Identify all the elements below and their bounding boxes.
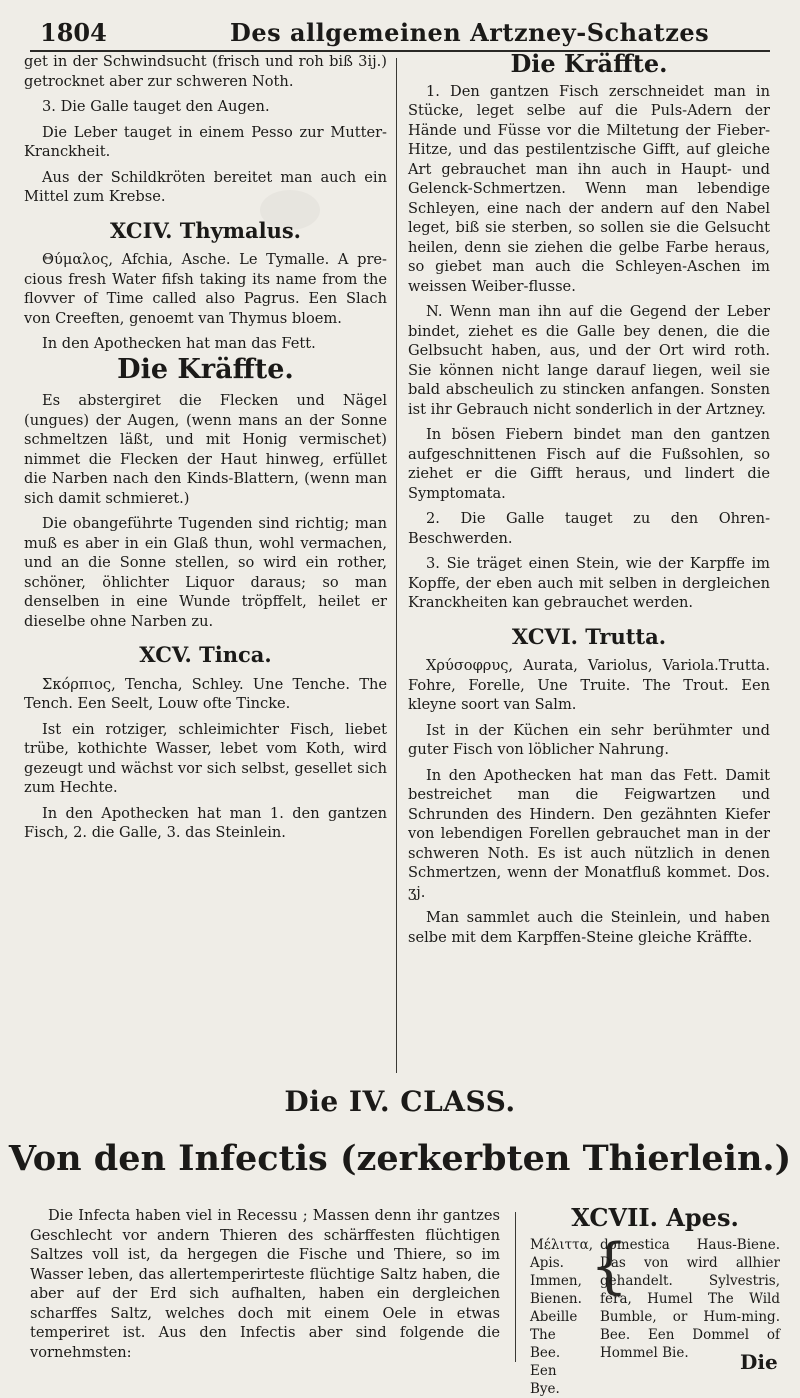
section-heading: XCIV. Thymalus. <box>109 217 301 243</box>
paragraph: Χρύσοφρυς, Aurata, Variolus, Variola.Trutta. Fohre, Forelle, Une Truite. The Trout. Een kleyne soort van Salm. <box>408 657 770 713</box>
paragraph: In den Apothecken hat man das Fett. Damit bestreichet man die Feigwartzen und Schrunden des Hindern. Den gezähnten Kiefer von lebendigen Forellen gebrauchet man in der schweren Noth. Es ist auch nützlich in denen Schmertzen, wenn der Monatfluß kommet. Dos. ʒj. <box>408 766 770 901</box>
class-title: Die IV. CLASS. <box>284 1085 516 1118</box>
section-heading: XCVII. Apes. <box>571 1203 739 1232</box>
paragraph: In den Apothecken hat man 1. den gantzen Fisch, 2. die Galle, 3. das Steinlein. <box>24 804 387 841</box>
paragraph: get in der Schwindsucht (frisch und roh biß 3ij.) getrocknet aber zur schweren Noth. <box>24 53 387 90</box>
column-divider <box>396 58 397 1073</box>
paragraph: Ist in der Küchen ein sehr berühmter und guter Fisch von löblicher Nahrung. <box>408 721 770 758</box>
paragraph: 1. Den gantzen Fisch zerschneidet man in Stücke, leget selbe auf die Puls-Adern der Hände und Füsse vor die Miltetung der Fieber-Hitze, und das pestilentzische Gifft, auf gleiche Art gebrauchet man ihn auch in Haupt- und Gelenck-Schmertzen. Wenn man lebendige Schleyen, eine nach der andern auf den Nabel leget, biß sie sterben, so sollen sie die Gelsucht heilen, denn sie ziehen die gelbe Farbe heraus, so giebet man auch die Schleyen-Aschen im weissen Weiber-flusse. <box>408 82 770 295</box>
class-subtitle: Von den Infectis (zerkerbten Thierlein.) <box>8 1138 792 1179</box>
paragraph: Σκόρπιος, Tencha, Schley. Une Tenche. The Tench. Een Seelt, Louw ofte Tincke. <box>24 675 387 712</box>
paragraph: In den Apothecken hat man das Fett. <box>42 335 316 352</box>
paragraph: Die Leber tauget in einem Pesso zur Mutter-Kranckheit. <box>24 123 387 160</box>
bee-names-right: domestica Haus-Biene. Das von wird allhier gehandelt. Sylvestris, fera, Humel The Wild Bumble, or Hum-ming. Bee. Een Dommel of Hommel Bie. <box>600 1236 780 1361</box>
subheading: Die Kräffte. <box>510 49 668 78</box>
paragraph: Es abstergiret die Flecken und Nägel (ungues) der Augen, (wenn mans an der Sonne schmeltzen läßt, und mit Honig vermischet) nimmet die Flecken der Haut hinweg, erfüllet die Narben nach den Kinds-Blattern, (wenn man sich damit schmieret.) <box>24 392 387 507</box>
section-heading: XCVI. Trutta. <box>511 623 667 649</box>
paragraph: Aus der Schildkröten bereitet man auch ein Mittel zum Krebse. <box>24 168 387 205</box>
section-heading: XCV. Tinca. <box>139 642 272 667</box>
bee-names-left: Μέλιττα, Apis. Immen, Bienen. Abeille The Bee. Een Bye. <box>530 1236 594 1397</box>
brace: { <box>590 1230 629 1301</box>
catchword: Die <box>740 1350 778 1374</box>
bottom-left-column <box>30 1206 500 1362</box>
page-number: 1804 <box>40 18 107 47</box>
paragraph: Ist ein rotziger, schleimichter Fisch, liebet trübe, kothichte Wasser, lebet vom Koth, wird gezeugt und wächst vor sich selbst, gesellet sich zum Hechte. <box>24 720 387 796</box>
right-column <box>408 49 770 953</box>
running-title: Des allgemeinen Artzney-Schatzes <box>230 18 710 47</box>
paragraph: Man sammlet auch die Steinlein, und haben selbe mit dem Karpffen-Steine gleiche Kräffte. <box>408 909 770 946</box>
paragraph: In bösen Fiebern bindet man den gantzen aufgeschnittenen Fisch auf die Fußsohlen, so ziehet er die Gifft heraus, und lindert die Symptomata. <box>408 426 770 502</box>
paragraph: Θύμαλος, Afchia, Asche. Le Tymalle. A pre-cious fresh Water fifsh taking its name from the flovver of Time called also Pagrus. Een Slach von Creeften, genoemt van Thymus bloem. <box>24 251 387 327</box>
column-divider <box>515 1212 516 1362</box>
paragraph: Die obangeführte Tugenden sind richtig; man muß es aber in ein Glaß thun, wohl vermachen, und an die Sonne stellen, so wird ein rother, schöner, öhlichter Liquor daraus; so man denselben in eine Wunde tröpffelt, heilet er dieselbe ohne Narben zu. <box>24 515 387 630</box>
subheading: Die Kräffte. <box>117 353 294 385</box>
paragraph: 2. Die Galle tauget zu den Ohren-Beschwerden. <box>408 510 770 547</box>
paragraph: N. Wenn man ihn auf die Gegend der Leber bindet, ziehet es die Galle bey denen, die die Gelbsucht haben, aus, und der Ort wird roth. Sie können nicht lange darauf liegen, weil sie bald abscheulich zu stincken anfangen. Sonsten ist ihr Gebrauch nicht sonderlich in der Artzney. <box>408 303 770 418</box>
paragraph: Die Infecta haben viel in Recessu ; Massen denn ihr gantzes Geschlecht vor andern Thieren des schärffesten flüchtigen Saltzes voll ist, da hergegen die Fische und Thiere, so im Wasser leben, das allertemperirteste flüchtige Saltz haben, die aber auf der Erd sich aufhalten, haben ein dergleichen scharffes Saltz, welches doch mit einem Oele in etwas temperiret ist. Aus den Infectis aber sind folgende die vornehmsten: <box>30 1207 500 1361</box>
left-column <box>24 52 387 849</box>
paragraph: 3. Die Galle tauget den Augen. <box>42 98 270 115</box>
paragraph: 3. Sie träget einen Stein, wie der Karpffe im Kopffe, der eben auch mit selben in dergleichen Kranckheiten kan gebrauchet werden. <box>408 555 770 611</box>
page-header <box>30 10 770 52</box>
